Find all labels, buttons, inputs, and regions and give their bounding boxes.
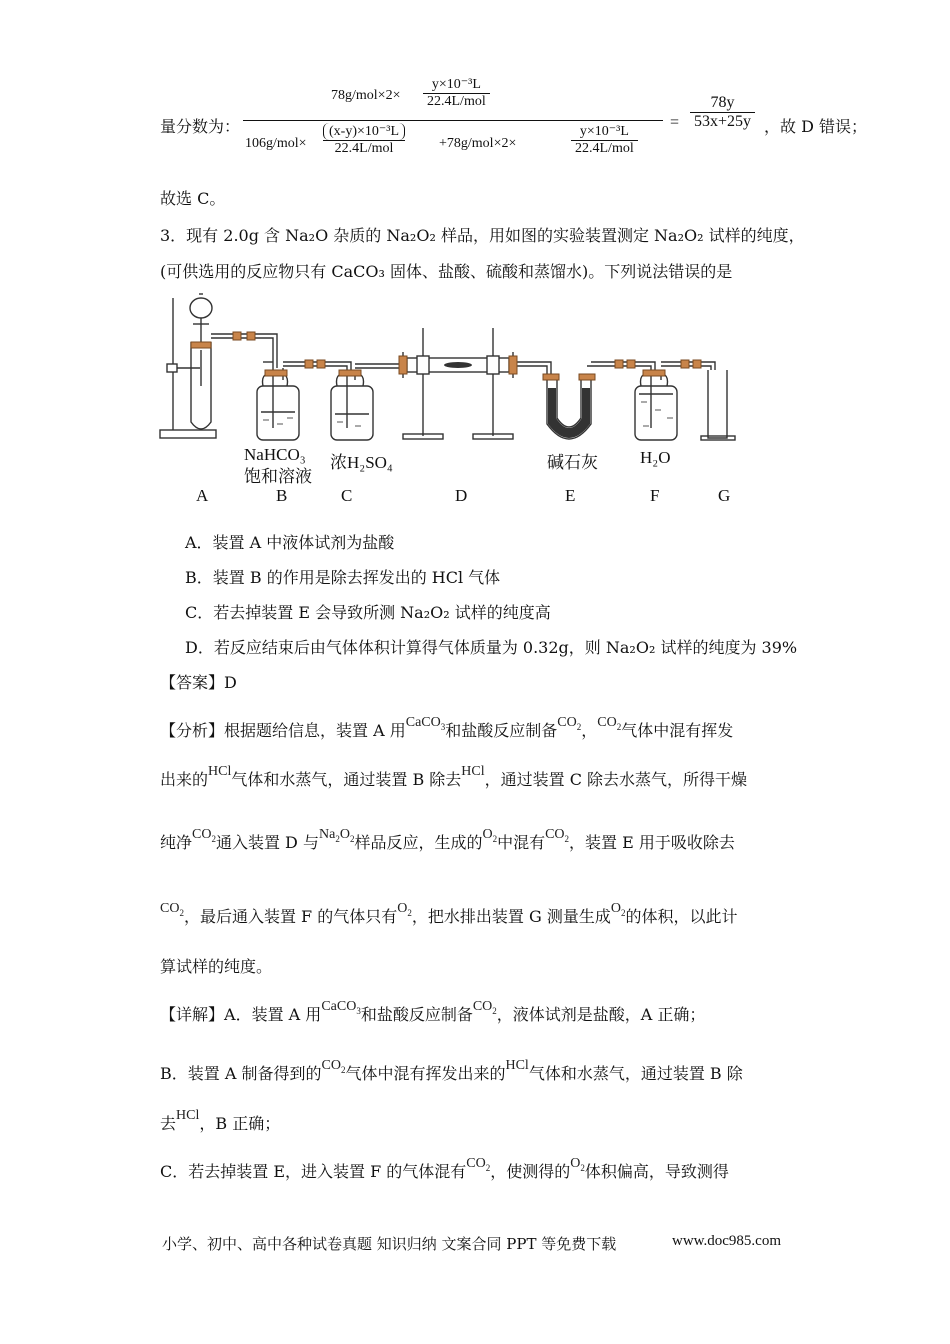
label-e: E xyxy=(565,486,576,505)
choose-line: 故选 C。 xyxy=(160,189,226,208)
analysis-line-5: 算试样的纯度。 xyxy=(160,957,273,976)
reagent-f: H₂O xyxy=(640,448,671,467)
label-f: F xyxy=(650,486,660,505)
big-fraction-denominator: 106g/mol× (x-y)×10⁻³L 22.4L/mol +78g/mol×2× y×10⁻³L 22.4L/mol xyxy=(243,120,663,166)
formula-block xyxy=(160,72,868,172)
label-c: C xyxy=(341,486,353,505)
result-fraction: 78y 53x+25y xyxy=(690,94,755,131)
detail-line-a: 【详解】A．装置 A 用CaCO$_3$和盐酸反应制备$CO_2$，液体试剂是盐酸，A 正确； xyxy=(160,999,706,1024)
analysis-line-1: 【分析】根据题给信息，装置 A 用CaCO$_3$和盐酸反应制备$CO_2$，$CO_2$气体中混有挥发 xyxy=(160,715,734,740)
question-line-2: (可供选用的反应物只有 CaCO₃ 固体、盐酸、硫酸和蒸馏水)。下列说法错误的是 xyxy=(160,262,733,281)
analysis-line-2: 出来的HCl气体和水蒸气，通过装置 B 除去HCl，通过装置 C 除去水蒸气，所得干燥 xyxy=(160,764,748,789)
option-c: C．若去掉装置 E 会导致所测 Na₂O₂ 试样的纯度高 xyxy=(185,603,551,622)
apparatus-diagram xyxy=(155,290,755,460)
footer-link[interactable]: www.doc985.com xyxy=(672,1233,782,1249)
label-d: D xyxy=(455,486,468,505)
reagent-c: 浓H₂SO₄ xyxy=(330,453,393,472)
formula-prefix: 量分数为： xyxy=(160,117,241,136)
reagent-e: 碱石灰 xyxy=(547,453,598,473)
option-b: B．装置 B 的作用是除去挥发出的 HCl 气体 xyxy=(185,568,501,587)
question-line-1: 3．现有 2.0g 含 Na₂O 杂质的 Na₂O₂ 样品，用如图的实验装置测定 Na₂O₂ 试样的纯度， xyxy=(160,226,805,245)
label-b: B xyxy=(276,486,288,505)
formula-suffix: ，故 D 错误； xyxy=(764,117,868,136)
detail-line-c: C．若去掉装置 E，进入装置 F 的气体混有$CO_2$，使测得的$O_2$体积偏高，导致测得 xyxy=(160,1156,729,1181)
label-a: A xyxy=(196,486,209,505)
reagent-b: NaHCO₃ 饱和溶液 xyxy=(244,445,312,487)
option-a: A．装置 A 中液体试剂为盐酸 xyxy=(185,533,395,552)
detail-line-b2: 去HCl，B 正确； xyxy=(160,1108,281,1133)
answer: 【答案】D xyxy=(160,673,237,692)
analysis-line-3: 纯净$CO_2$通入装置 D 与$Na_2O_2$样品反应，生成的$O_2$中混有$CO_2$，装置 E 用于吸收除去 xyxy=(160,827,735,852)
detail-line-b: B．装置 A 制备得到的$CO_2$气体中混有挥发出来的HCl气体和水蒸气，通过装置 B 除 xyxy=(160,1058,743,1083)
option-d: D．若反应结束后由气体体积计算得气体质量为 0.32g，则 Na₂O₂ 试样的纯度为 39% xyxy=(185,638,798,657)
analysis-line-4: $CO_2$，最后通入装置 F 的气体只有$O_2$，把水排出装置 G 测量生成$O_2$的体积，以此计 xyxy=(160,901,738,926)
big-fraction-numerator: 78g/mol×2× y×10⁻³L 22.4L/mol xyxy=(331,76,571,118)
label-g: G xyxy=(718,486,731,505)
footer-left: 小学、初中、高中各种试卷真题 知识归纳 文案合同 PPT 等免费下载 xyxy=(162,1235,617,1253)
formula-equals: = xyxy=(670,114,680,131)
